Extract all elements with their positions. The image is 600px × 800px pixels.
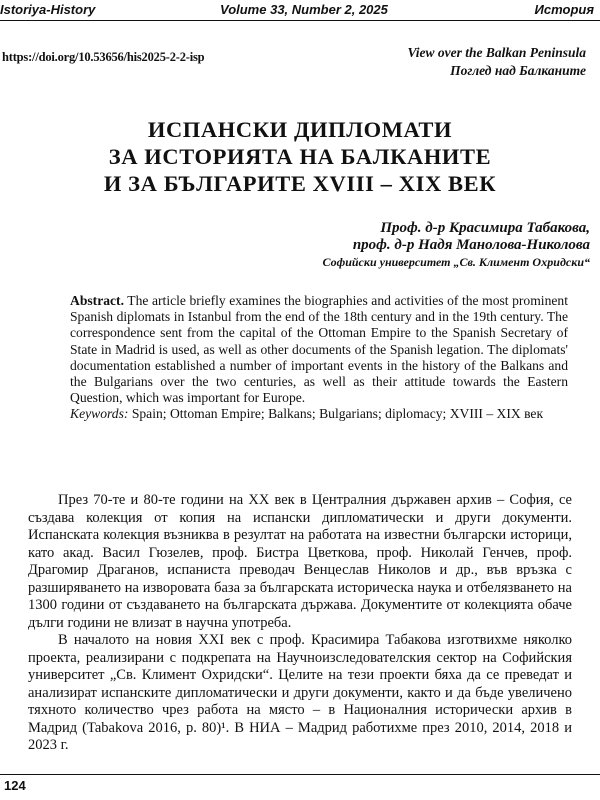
title-line-3: И ЗА БЪЛГАРИТЕ XVIII – XIX ВЕК xyxy=(103,171,497,196)
journal-name-cyrillic: История xyxy=(534,2,594,17)
footer-rule xyxy=(0,774,600,775)
abstract-label: Abstract. xyxy=(70,293,124,308)
author-1: Проф. д-р Красимира Табакова, xyxy=(380,220,590,236)
paragraph-1: През 70-те и 80-те години на XX век в Централния държавен архив – София, се създава колекция от копия на испански дипломатически и други документи. Испанската колекция възниква в резултат на работата на известни български историци, като акад. Васил Гюзелев, проф. Бистра Цветкова, проф. Николай Генчев, проф. Драгомир Драганов, испаниста преводач Венцеслав Николов и др., във връзка с разширяването на изворовата база за българската историческа наука и отбелязването на 1300 години от създаването на българската държава. Документите от колекцията обаче дълги години не влизат в научна употреба. xyxy=(28,492,572,631)
title-line-2: ЗА ИСТОРИЯТА НА БАЛКАНИТЕ xyxy=(108,144,492,169)
running-header xyxy=(0,0,600,21)
doi-row xyxy=(2,44,592,84)
abstract xyxy=(70,293,568,423)
authors-block xyxy=(323,220,590,270)
affiliation: Софийски университет „Св. Климент Охридски“ xyxy=(322,255,590,269)
title-line-1: ИСПАНСКИ ДИПЛОМАТИ xyxy=(147,117,453,142)
journal-name-latin: Istoriya-History xyxy=(0,2,96,17)
section-label-en: View over the Balkan Peninsula xyxy=(407,45,586,60)
page-number: 124 xyxy=(4,778,26,793)
author-2: проф. д-р Надя Манолова-Николова xyxy=(352,237,590,253)
abstract-text: The article briefly examines the biographies and activities of the most prominent Spanish diplomats in Istanbul from the end of the 18th century and in the 19th century. The correspondence sent from the capital of the Ottoman Empire to the Spanish Secretary of State in Madrid is used, as well as other documents of the Spanish legation. The diplomats' documentation established a number of important events in the history of the Balkans and the Bulgarians over the two centuries, as well as their attitude towards the Eastern Question, which was important for Europe. xyxy=(70,293,568,406)
keywords-text: Spain; Ottoman Empire; Balkans; Bulgarians; diplomacy; XVIII – XIX век xyxy=(131,406,544,422)
keywords-label: Keywords: xyxy=(70,406,129,422)
body-text xyxy=(28,492,572,755)
doi-link[interactable]: https://doi.org/10.53656/his2025-2-2-isp xyxy=(2,50,205,64)
article-title xyxy=(0,116,600,197)
section-labels xyxy=(407,44,586,80)
section-label-bg: Поглед над Балканите xyxy=(450,63,586,78)
paragraph-2: В началото на новия XXI век с проф. Красимира Табакова изготвихме няколко проекта, реализирани с подкрепата на Научноизследователския сектор на Софийския университет „Св. Климент Охридски“. Целите на тези проекти бяха да се преведат и анализират испанските дипломатически и други документи, както и да бъде увеличено тяхното количество чрез работа на място – в Националния исторически архив в Мадрид (Tabakova 2016, p. 80)¹. В НИА – Мадрид работихме през 2010, 2014, 2018 и 2023 г. xyxy=(28,632,572,753)
volume-info: Volume 33, Number 2, 2025 xyxy=(220,2,388,17)
